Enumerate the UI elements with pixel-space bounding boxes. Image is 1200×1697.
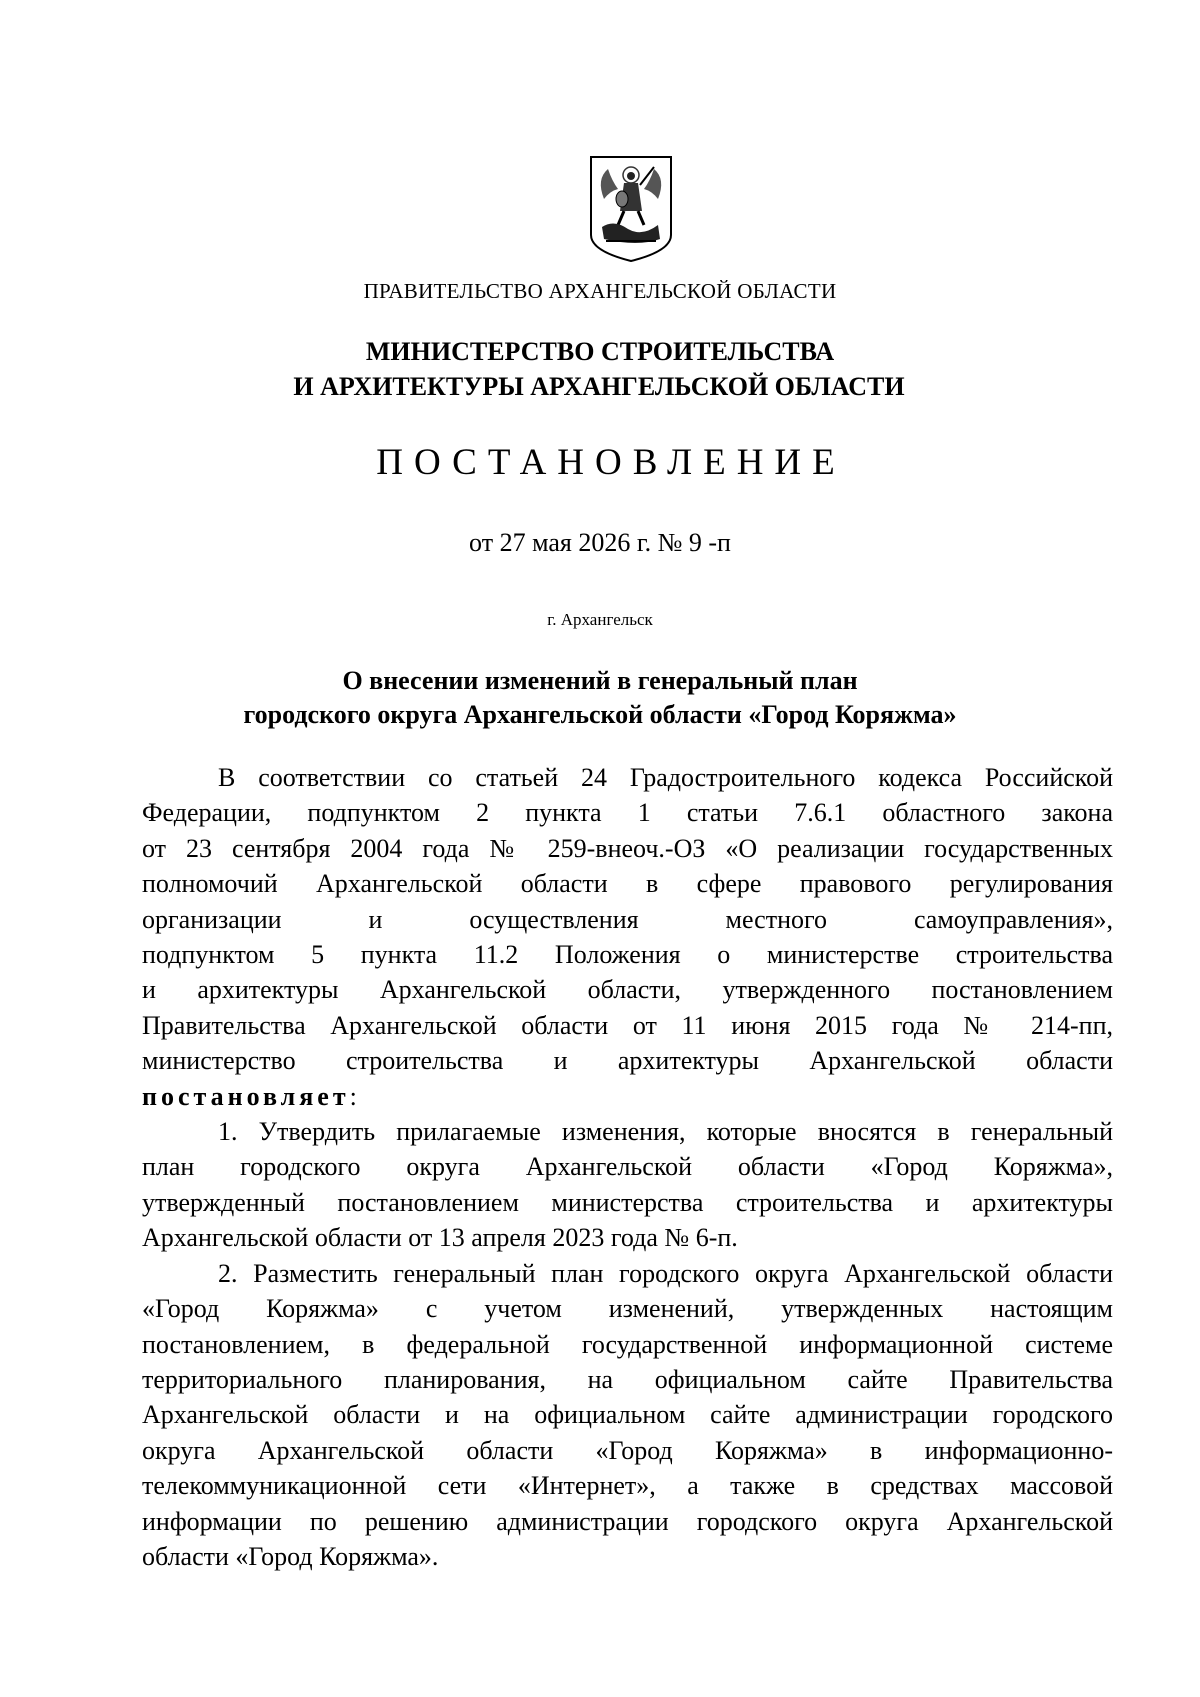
item1-line: утвержденный постановлением министерства строительства и архитектуры bbox=[142, 1187, 1113, 1217]
ministry-name bbox=[0, 334, 1200, 404]
document-type-title: ПОСТАНОВЛЕНИЕ bbox=[376, 442, 846, 483]
ministry-name-line2: И АРХИТЕКТУРЫ АРХАНГЕЛЬСКОЙ ОБЛАСТИ bbox=[293, 372, 905, 401]
document-subject bbox=[0, 664, 1200, 732]
item2-line: Архангельской области и на официальном сайте администрации городского bbox=[142, 1400, 1113, 1430]
ministry-name-line1: МИНИСТЕРСТВО СТРОИТЕЛЬСТВА bbox=[365, 337, 835, 366]
preamble-line: министерство строительства и архитектуры Архангельской области bbox=[142, 1046, 1113, 1076]
preamble-line: Федерации, подпунктом 2 пункта 1 статьи 7.6.1 областного закона bbox=[142, 798, 1113, 828]
government-name: ПРАВИТЕЛЬСТВО АРХАНГЕЛЬСКОЙ ОБЛАСТИ bbox=[363, 279, 837, 303]
item1-line: 1. Утвердить прилагаемые изменения, которые вносятся в генеральный bbox=[218, 1117, 1113, 1147]
document-date-number: от 27 мая 2026 г. № 9 -п bbox=[469, 528, 731, 557]
preamble-line: от 23 сентября 2004 года № 259-внеоч.-ОЗ «О реализации государственных bbox=[142, 833, 1113, 863]
resolves-word: постановляет bbox=[142, 1081, 350, 1111]
item2-line: 2. Разместить генеральный план городского округа Архангельской области bbox=[218, 1258, 1113, 1288]
resolves-line bbox=[142, 1079, 1113, 1114]
item1-line: Архангельской области от 13 апреля 2023 года № 6-п. bbox=[142, 1223, 738, 1253]
document-body bbox=[142, 760, 1113, 1574]
item2-line: территориального планирования, на официальном сайте Правительства bbox=[142, 1364, 1113, 1394]
item2-line: информации по решению администрации городского округа Архангельской bbox=[142, 1506, 1113, 1536]
preamble-line: Правительства Архангельской области от 11 июня 2015 года № 214-пп, bbox=[142, 1010, 1113, 1040]
preamble-line: организации и осуществления местного самоуправления», bbox=[142, 904, 1113, 934]
preamble-line: подпунктом 5 пункта 11.2 Положения о министерстве строительства bbox=[142, 940, 1113, 970]
subject-line1: О внесении изменений в генеральный план bbox=[342, 666, 858, 695]
item2-line: округа Архангельской области «Город Коряжма» в информационно- bbox=[142, 1435, 1113, 1465]
preamble-line: и архитектуры Архангельской области, утвержденного постановлением bbox=[142, 975, 1113, 1005]
preamble-line: В соответствии со статьей 24 Градостроительного кодекса Российской bbox=[218, 763, 1113, 792]
item2-line: области «Город Коряжма». bbox=[142, 1541, 439, 1571]
document-city: г. Архангельск bbox=[547, 610, 653, 629]
subject-line2: городского округа Архангельской области «Город Коряжма» bbox=[243, 700, 957, 729]
item2-line: постановлением, в федеральной государственной информационной системе bbox=[142, 1329, 1113, 1359]
archangel-coat-of-arms-icon bbox=[588, 155, 674, 263]
resolves-colon: : bbox=[349, 1081, 357, 1111]
item1-line: план городского округа Архангельской области «Город Коряжма», bbox=[142, 1152, 1113, 1182]
item2-line: телекоммуникационной сети «Интернет», а также в средствах массовой bbox=[142, 1471, 1113, 1501]
item2-line: «Город Коряжма» с учетом изменений, утвержденных настоящим bbox=[142, 1294, 1113, 1324]
preamble-line: полномочий Архангельской области в сфере правового регулирования bbox=[142, 869, 1113, 899]
